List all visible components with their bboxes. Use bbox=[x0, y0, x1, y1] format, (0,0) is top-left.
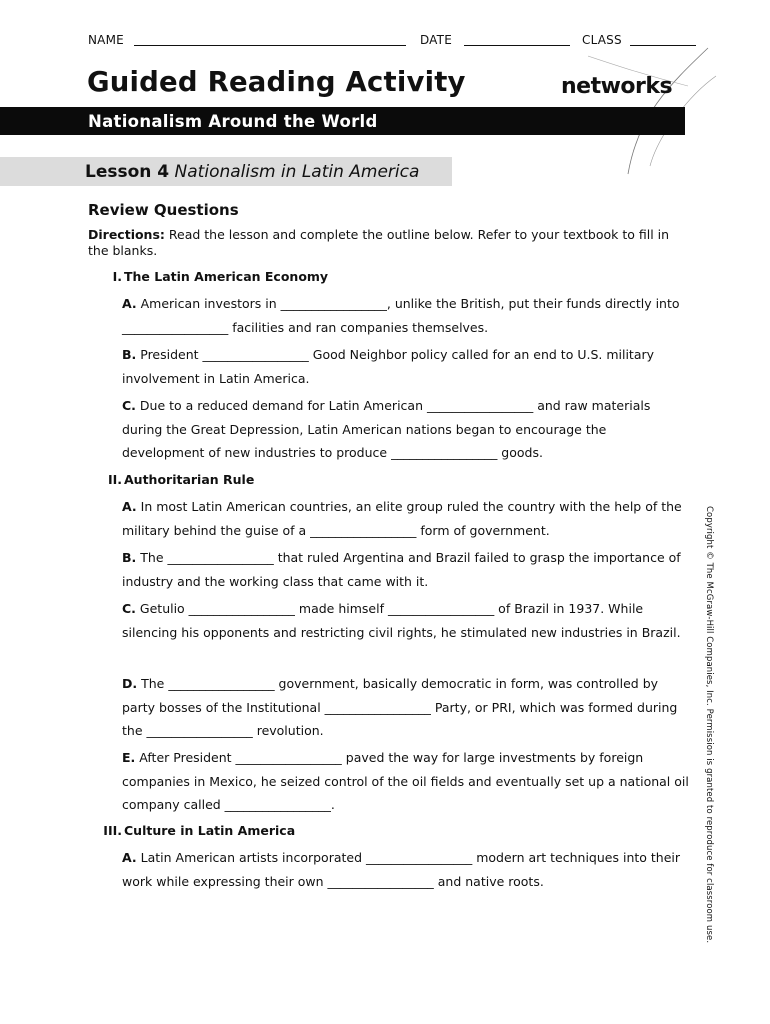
outline-item bbox=[122, 343, 690, 390]
student-info-line bbox=[88, 33, 696, 47]
directions-label: Directions: bbox=[88, 227, 165, 242]
outline-item bbox=[122, 546, 690, 593]
outline-item bbox=[122, 672, 690, 743]
lesson-number: Lesson 4 bbox=[85, 162, 170, 182]
directions bbox=[88, 227, 673, 259]
class-blank[interactable] bbox=[630, 33, 696, 46]
copyright-notice: Copyright © The McGraw-Hill Companies, Inc. Permission is granted to reproduce for classroom use. bbox=[704, 506, 714, 944]
item-text[interactable]: American investors in _________________, unlike the British, put their funds directly into _________________ facilities and ran companies themselves. bbox=[122, 296, 680, 335]
outline-item bbox=[122, 746, 690, 817]
section-title: Culture in Latin America bbox=[124, 823, 296, 838]
item-text[interactable]: The _________________ government, basically democratic in form, was controlled by party bosses of the Institutional _________________ Party, or PRI, which was formed during the _________________ revolution. bbox=[122, 676, 678, 738]
lesson-name: Nationalism in Latin America bbox=[174, 162, 420, 182]
item-text[interactable]: In most Latin American countries, an elite group ruled the country with the help of the military behind the guise of a _________________ form of government. bbox=[122, 499, 682, 538]
outline-item bbox=[122, 292, 690, 339]
page-title: Guided Reading Activity bbox=[87, 66, 466, 98]
outline-item bbox=[122, 597, 690, 644]
item-letter: A. bbox=[122, 296, 137, 311]
section-numeral: I. bbox=[112, 269, 122, 284]
item-text[interactable]: President _________________ Good Neighbor policy called for an end to U.S. military involvement in Latin America. bbox=[122, 347, 655, 386]
outline-item bbox=[122, 846, 690, 893]
section-numeral: II. bbox=[107, 472, 122, 487]
class-label: CLASS bbox=[582, 33, 622, 47]
item-letter: A. bbox=[122, 499, 137, 514]
item-letter: D. bbox=[122, 676, 138, 691]
item-text[interactable]: Latin American artists incorporated _________________ modern art techniques into their work while expressing their own _________________ and native roots. bbox=[122, 850, 681, 889]
date-label: DATE bbox=[419, 33, 452, 47]
item-letter: E. bbox=[122, 750, 136, 765]
networks-logo: networks bbox=[561, 74, 673, 99]
name-blank[interactable] bbox=[134, 33, 406, 46]
item-letter: C. bbox=[122, 601, 136, 616]
item-letter: C. bbox=[122, 398, 136, 413]
item-text[interactable]: After President _________________ paved the way for large investments by foreign companies in Mexico, he seized control of the oil fields and eventually set up a national oil company called _________________. bbox=[122, 750, 689, 812]
section-numeral: III. bbox=[103, 823, 122, 838]
directions-text: Read the lesson and complete the outline below. Refer to your textbook to fill in the blanks. bbox=[88, 227, 670, 258]
item-letter: A. bbox=[122, 850, 137, 865]
unit-title: Nationalism Around the World bbox=[88, 112, 378, 131]
item-text[interactable]: Due to a reduced demand for Latin American _________________ and raw materials during the Great Depression, Latin American nations began to encourage the development of new industries to produce _________________ goods. bbox=[122, 398, 651, 460]
date-blank[interactable] bbox=[464, 33, 570, 46]
lesson-heading bbox=[85, 162, 419, 182]
item-letter: B. bbox=[122, 347, 137, 362]
item-text[interactable]: The _________________ that ruled Argentina and Brazil failed to grasp the importance of industry and the working class that came with it. bbox=[122, 550, 681, 589]
section-title: Authoritarian Rule bbox=[124, 472, 255, 487]
item-text[interactable]: Getulio _________________ made himself _________________ of Brazil in 1937. While silencing his opponents and restricting civil rights, he stimulated new industries in Brazil. bbox=[122, 601, 681, 640]
item-letter: B. bbox=[122, 550, 137, 565]
name-label: NAME bbox=[88, 33, 124, 47]
review-questions-heading: Review Questions bbox=[88, 201, 239, 219]
outline-item bbox=[122, 394, 690, 465]
outline-item bbox=[122, 495, 690, 542]
section-title: The Latin American Economy bbox=[124, 269, 329, 284]
